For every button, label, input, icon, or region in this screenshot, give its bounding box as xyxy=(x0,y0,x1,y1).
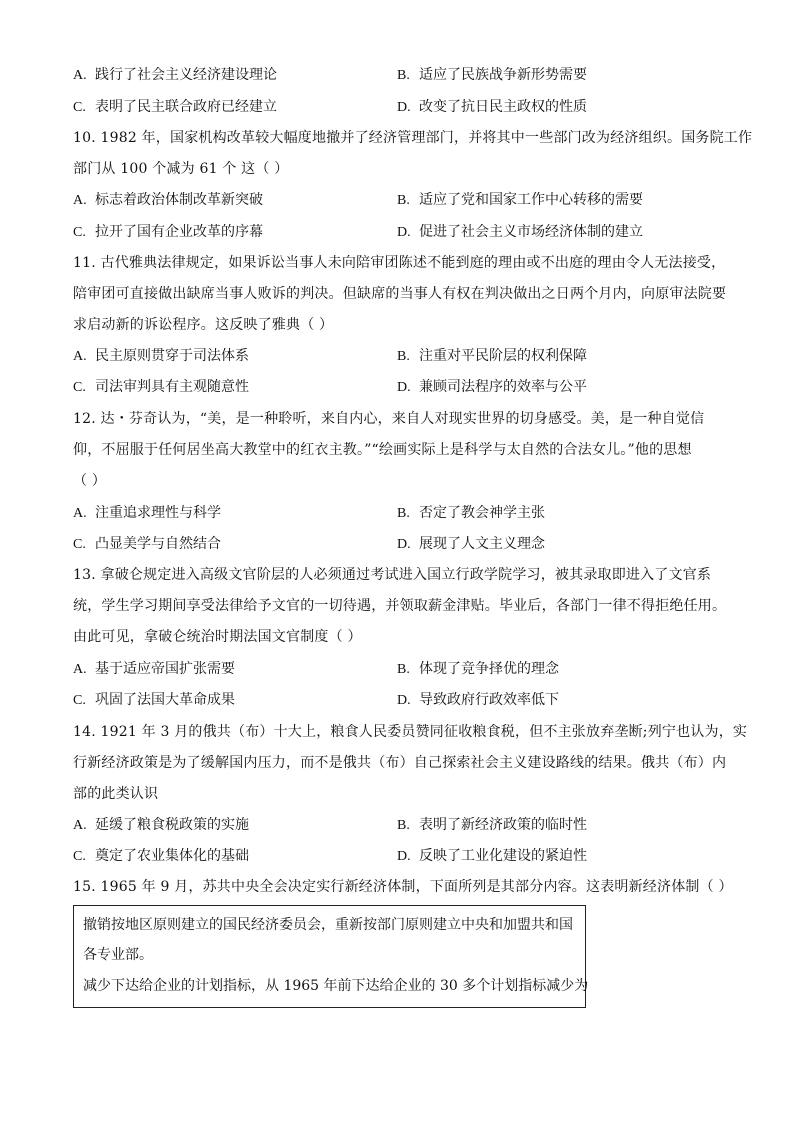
q11-stem-line-3: 求启动新的诉讼程序。这反映了雅典（ ） xyxy=(73,317,334,333)
q13-option-d: D. 导致政府行政效率低下 xyxy=(397,692,559,708)
q13-option-b: B. 体现了竞争择优的理念 xyxy=(397,661,559,677)
q10-option-b: B. 适应了党和国家工作中心转移的需要 xyxy=(397,192,643,208)
q14-option-c: C. 奠定了农业集体化的基础 xyxy=(73,848,249,864)
q10-stem-line-2: 部门从 100 个减为 61 个 这（ ） xyxy=(73,161,289,177)
q14-option-d: D. 反映了工业化建设的紧迫性 xyxy=(397,848,587,864)
q12-option-d: D. 展现了人文主义理念 xyxy=(397,536,545,552)
q13-option-c: C. 巩固了法国大革命成果 xyxy=(73,692,235,708)
q12-option-b: B. 否定了教会神学主张 xyxy=(397,505,545,521)
q11-option-d: D. 兼顾司法程序的效率与公平 xyxy=(397,379,587,395)
q9-option-c: C. 表明了民主联合政府已经建立 xyxy=(73,99,277,115)
q11-stem-line-2: 陪审团可直接做出缺席当事人败诉的判决。但缺席的当事人有权在判决做出之日两个月内，向原审法院要 xyxy=(73,286,727,302)
q10-option-d: D. 促进了社会主义市场经济体制的建立 xyxy=(397,224,643,240)
q14-stem-line-2: 行新经济政策是为了缓解国内压力，而不是俄共（布）自己探索社会主义建设路线的结果。俄共（布）内 xyxy=(73,755,727,771)
q15-material-box xyxy=(73,905,589,1008)
q15-box-line-2: 各专业部。 xyxy=(83,947,153,963)
q15-box-line-1: 撤销按地区原则建立的国民经济委员会，重新按部门原则建立中央和加盟共和国 xyxy=(83,917,573,933)
q12-stem-line-1: 12. 达・芬奇认为，“美，是一种聆听，来自内心，来自人对现实世界的切身感受。美，是一种自觉信 xyxy=(73,411,705,427)
q15-stem-line-1: 15. 1965 年 9 月，苏共中央全会决定实行新经济体制，下面所列是其部分内容。这表明新经济体制（ ） xyxy=(73,879,733,895)
q11-option-b: B. 注重对平民阶层的权利保障 xyxy=(397,348,587,364)
q14-stem-line-3: 部的此类认识 xyxy=(73,786,159,802)
q13-option-a: A. 基于适应帝国扩张需要 xyxy=(73,661,235,677)
q12-option-c: C. 凸显美学与自然结合 xyxy=(73,536,221,552)
q14-option-b: B. 表明了新经济政策的临时性 xyxy=(397,817,587,833)
q13-stem-line-3: 由此可见，拿破仑统治时期法国文官制度（ ） xyxy=(73,629,362,645)
q12-stem-line-3: （ ） xyxy=(73,473,107,489)
q14-stem-line-1: 14. 1921 年 3 月的俄共（布）十大上，粮食人民委员赞同征收粮食税，但不主张放弃垄断;列宁也认为，实 xyxy=(73,724,748,740)
q10-option-a: A. 标志着政治体制改革新突破 xyxy=(73,192,263,208)
q9-option-b: B. 适应了民族战争新形势需要 xyxy=(397,67,587,83)
q11-option-a: A. 民主原则贯穿于司法体系 xyxy=(73,348,249,364)
q13-stem-line-1: 13. 拿破仑规定进入高级文官阶层的人必须通过考试进入国立行政学院学习，被其录取即进入了文官系 xyxy=(73,567,712,583)
q14-option-a: A. 延缓了粮食税政策的实施 xyxy=(73,817,249,833)
q9-option-d: D. 改变了抗日民主政权的性质 xyxy=(397,99,587,115)
q10-option-c: C. 拉开了国有企业改革的序幕 xyxy=(73,224,263,240)
q12-option-a: A. 注重追求理性与科学 xyxy=(73,505,221,521)
q13-stem-line-2: 统，学生学习期间享受法律给予文官的一切待遇，并领取薪金津贴。毕业后，各部门一律不得拒绝任用。 xyxy=(73,598,727,614)
q11-option-c: C. 司法审判具有主观随意性 xyxy=(73,379,249,395)
q9-option-a: A. 践行了社会主义经济建设理论 xyxy=(73,67,277,83)
q12-stem-line-2: 仰，不屈服于任何居坐高大教堂中的红衣主教。”“绘画实际上是科学与太自然的合法女儿。”他的思想 xyxy=(73,442,692,458)
q10-stem-line-1: 10. 1982 年，国家机构改革较大幅度地撤并了经济管理部门，并将其中一些部门改为经济组织。国务院工作 xyxy=(73,130,753,146)
q15-box-line-3: 减少下达给企业的计划指标，从 1965 年前下达给企业的 30 多个计划指标减少为 xyxy=(83,978,589,994)
q11-stem-line-1: 11. 古代雅典法律规定，如果诉讼当事人未向陪审团陈述不能到庭的理由或不出庭的理由令人无法接受， xyxy=(73,255,726,271)
